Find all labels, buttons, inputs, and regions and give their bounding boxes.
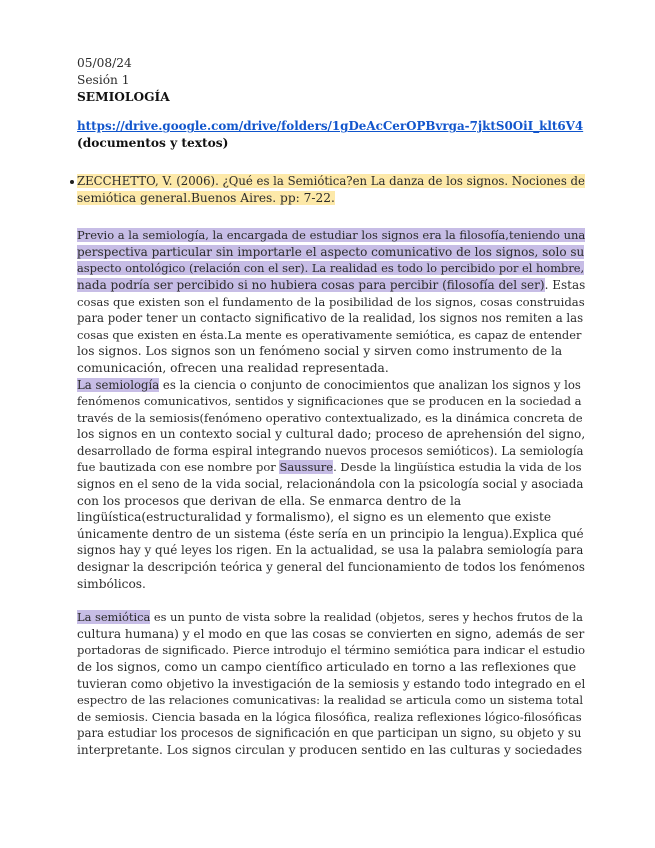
highlighted-text: aspecto ontológico (relación con el ser). La realidad es todo lo percibido por el hombre, — [77, 261, 585, 276]
reference-line-1: ZECCHETTO, V. (2006). ¿Qué es la Semiótica?en La danza de los signos. Nociones de — [77, 173, 585, 188]
paragraph-line: lingüística(estructuralidad y formalismo), el signo es un elemento que existe — [77, 510, 552, 525]
date-text: 05/08/24 — [77, 56, 132, 70]
drive-folder-link[interactable]: https://drive.google.com/drive/folders/1gDeAcCerOPBvrga-7jktS0OiI_klt6V4 — [77, 119, 584, 134]
paragraph-text: es la ciencia o conjunto de conocimientos que analizan los signos y los — [159, 377, 581, 392]
paragraph-line: cosas que existen en ésta.La mente es operativamente semiótica, es capaz de entender — [77, 327, 582, 342]
paragraph-line: con los procesos que derivan de ella. Se enmarca dentro de la — [77, 493, 462, 508]
resources-block — [77, 118, 584, 152]
paragraph-line: signos en el seno de la vida social, relacionándola con la psicología social y asociada — [77, 477, 584, 492]
document-title: SEMIOLOGÍA — [77, 89, 170, 104]
paragraph-line: portadoras de significado. Pierce introdujo el término semiótica para indicar el estudio — [77, 643, 586, 658]
bullet-icon — [70, 180, 74, 184]
paragraph-text: . Estas — [544, 277, 586, 292]
term-semiologia: La semiología — [77, 377, 160, 392]
paragraph-line: simbólicos. — [77, 576, 146, 591]
paragraph-line: los signos. Los signos son un fenómeno social y sirven como instrumento de la — [77, 344, 563, 359]
term-semiotica: La semiótica — [77, 610, 151, 625]
paragraph-line: designar la descripción teórica y general del funcionamiento de todos los fenómenos — [77, 560, 585, 575]
reference-list-item — [77, 173, 585, 206]
paragraph-text: es un punto de vista sobre la realidad (objetos, seres y hechos frutos de la — [150, 610, 583, 625]
paragraph-line: desarrollado de forma espiral integrando nuevos procesos semióticos). La semiología — [77, 443, 584, 458]
term-saussure: Saussure — [279, 460, 334, 475]
paragraph-text: . Desde la lingüística estudia la vida de los — [333, 460, 582, 475]
session-text: Sesión 1 — [77, 72, 130, 87]
paragraph-line: para poder tener un contacto significativo de la realidad, los signos nos remiten a las — [77, 311, 584, 326]
paragraph-semiotica — [77, 609, 586, 758]
paragraph-text: fue bautizada con ese nombre por — [77, 460, 280, 475]
highlighted-text: perspectiva particular sin importarle el aspecto comunicativo de los signos, solo su — [77, 244, 585, 259]
highlighted-text: Previo a la semiología, la encargada de estudiar los signos era la filosofía,teniendo una — [77, 228, 586, 243]
paragraph-line: de los signos, como un campo científico articulado en torno a las reflexiones que — [77, 660, 577, 675]
paragraph-line: signos hay y qué leyes los rigen. En la actualidad, se usa la palabra semiología para — [77, 543, 584, 558]
paragraph-line: comunicación, ofrecen una realidad representada. — [77, 360, 389, 375]
paragraph-line: de semiosis. Ciencia basada en la lógica filosófica, realiza reflexiones lógico-filosóficas — [77, 709, 582, 724]
paragraph-line: fenómenos comunicativos, sentidos y significaciones que se producen en la sociedad a — [77, 394, 582, 409]
paragraph-line: espectro de las relaciones comunicativas: la realidad se articula como un sistema total — [77, 693, 584, 708]
paragraph-semiologia — [77, 377, 586, 593]
paragraph-line: interpretante. Los signos circulan y producen sentido en las culturas y sociedades — [77, 742, 583, 757]
paragraph-line: para estudiar los procesos de significación en que participan un signo, su objeto y su — [77, 726, 582, 741]
paragraph-line: cosas que existen son el fundamento de la posibilidad de los signos, cosas construidas — [77, 294, 585, 309]
paragraph-philosophy — [77, 227, 586, 376]
highlighted-text: nada podría ser percibido si no hubiera cosas para percibir (filosofía del ser) — [77, 277, 545, 292]
paragraph-line: través de la semiosis(fenómeno operativo contextualizado, es la dinámica concreta de — [77, 410, 583, 425]
document-header — [77, 55, 579, 105]
paragraph-line: únicamente dentro de un sistema (éste sería en un principio la lengua).Explica qué — [77, 526, 584, 541]
paragraph-line: los signos en un contexto social y cultural dado; proceso de aprehensión del signo, — [77, 427, 586, 442]
reference-line-2: semiótica general.Buenos Aires. pp: 7-22. — [77, 190, 335, 205]
paragraph-line: cultura humana) y el modo en que las cosas se convierten en signo, además de ser — [77, 626, 585, 641]
paragraph-line: tuvieran como objetivo la investigación de la semiosis y estando todo integrado en el — [77, 676, 586, 691]
link-note: (documentos y textos) — [77, 136, 229, 151]
